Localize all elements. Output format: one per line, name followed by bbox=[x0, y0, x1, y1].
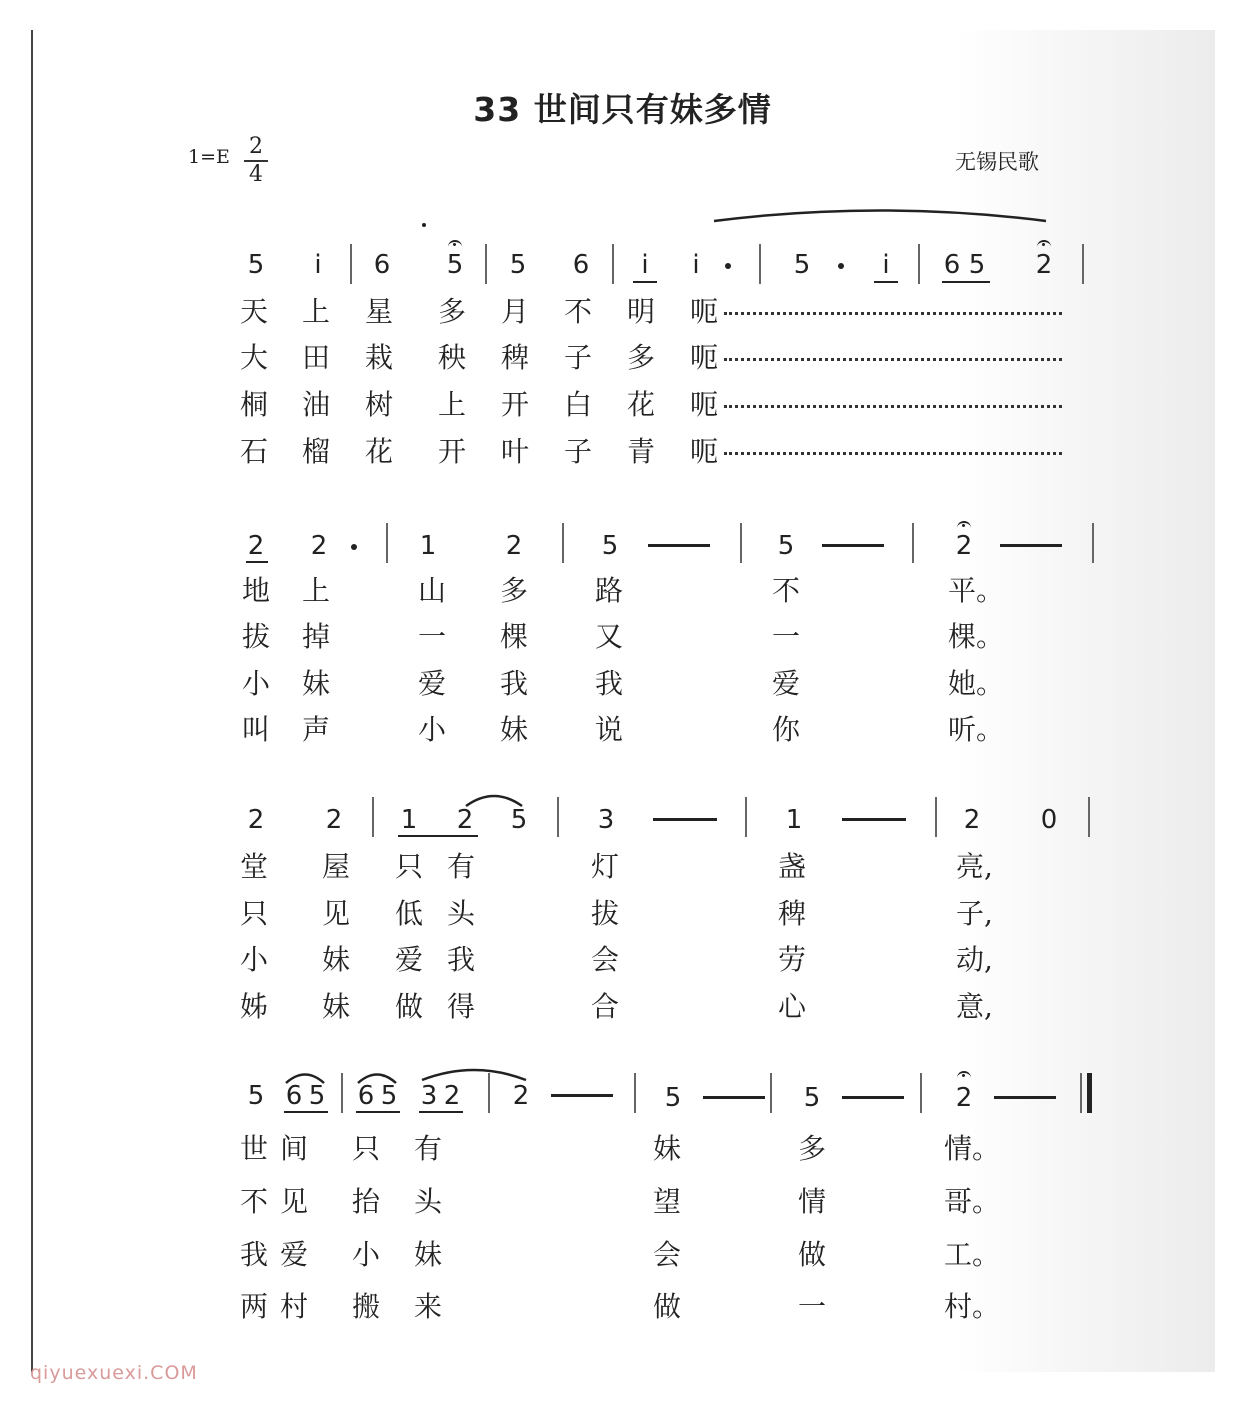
lyric: 开 bbox=[438, 435, 467, 468]
lyric: 多 bbox=[500, 574, 529, 607]
note: 2 bbox=[955, 1083, 973, 1113]
note: 1 bbox=[419, 531, 437, 561]
lyric: 情。 bbox=[944, 1132, 1001, 1165]
lyric: 呃 bbox=[690, 388, 719, 421]
lyric: 妹 bbox=[322, 990, 351, 1023]
extension-dash bbox=[703, 1096, 765, 1099]
note: 6 bbox=[357, 1081, 375, 1111]
lyric: 合 bbox=[591, 990, 620, 1023]
lyric: 叶 bbox=[501, 435, 530, 468]
lyric: 小 bbox=[242, 667, 271, 700]
note: i bbox=[641, 250, 649, 280]
lyric: 树 bbox=[365, 388, 394, 421]
lyric: 平。 bbox=[948, 574, 1005, 607]
bar-line bbox=[341, 1073, 343, 1113]
lyric: 一 bbox=[798, 1290, 827, 1323]
lyric: 上 bbox=[438, 388, 467, 421]
lyric: 低 bbox=[395, 897, 424, 930]
lyric: 掉 bbox=[302, 620, 331, 653]
lyric: 两 bbox=[240, 1290, 269, 1323]
watermark: qiyuexuexi.COM bbox=[30, 1362, 198, 1384]
lyric: 多 bbox=[798, 1132, 827, 1165]
lyric: 呃 bbox=[690, 341, 719, 374]
lyric: 妹 bbox=[500, 713, 529, 746]
lyric: 小 bbox=[240, 943, 269, 976]
lyric: 桐 bbox=[240, 388, 269, 421]
lyric: 叫 bbox=[242, 713, 271, 746]
note: 6 bbox=[572, 250, 590, 280]
lyric: 栽 bbox=[365, 341, 394, 374]
lyric: 拔 bbox=[591, 897, 620, 930]
lyric: 呃 bbox=[690, 295, 719, 328]
lyric: 哥。 bbox=[944, 1185, 1001, 1218]
note: 5 bbox=[247, 1081, 265, 1111]
lyric: 妹 bbox=[653, 1132, 682, 1165]
lyric: 爱 bbox=[772, 667, 801, 700]
lyric: 得 bbox=[447, 990, 476, 1023]
song-title: 33 世间只有妹多情 bbox=[473, 90, 772, 129]
lyric: 爱 bbox=[395, 943, 424, 976]
lyric: 子, bbox=[956, 897, 993, 930]
lyric: 青 bbox=[627, 435, 656, 468]
lyric: 爱 bbox=[418, 667, 447, 700]
lyric: 我 bbox=[447, 943, 476, 976]
lyric: 声 bbox=[302, 713, 331, 746]
note: 2 bbox=[512, 1081, 530, 1111]
note: 5 bbox=[446, 250, 464, 280]
lyric: 工。 bbox=[944, 1238, 1001, 1271]
lyric: 一 bbox=[772, 620, 801, 653]
note: 5 bbox=[308, 1081, 326, 1111]
lyric: 村。 bbox=[944, 1290, 1001, 1323]
lyric: 开 bbox=[501, 388, 530, 421]
note: i bbox=[882, 250, 890, 280]
note: 2 bbox=[325, 805, 343, 835]
lyric: 有 bbox=[447, 850, 476, 883]
lyric: 花 bbox=[365, 435, 394, 468]
underline bbox=[356, 1111, 400, 1113]
note: i bbox=[692, 250, 700, 280]
lyric: 小 bbox=[352, 1238, 381, 1271]
extension-dash bbox=[994, 1096, 1056, 1099]
lyric: 上 bbox=[302, 295, 331, 328]
lyric: 间 bbox=[280, 1132, 309, 1165]
note: 5 bbox=[510, 805, 528, 835]
lyric: 不 bbox=[772, 574, 801, 607]
lyric: 田 bbox=[302, 341, 331, 374]
note: 1 bbox=[785, 805, 803, 835]
underline bbox=[419, 1111, 463, 1113]
lyric: 棵。 bbox=[948, 620, 1005, 653]
lyric: 榴 bbox=[302, 435, 331, 468]
note: 5 bbox=[380, 1081, 398, 1111]
lyric: 我 bbox=[500, 667, 529, 700]
lyric: 来 bbox=[414, 1290, 443, 1323]
lyric: 做 bbox=[798, 1238, 827, 1271]
lyric: 听。 bbox=[948, 713, 1005, 746]
note: 2 bbox=[963, 805, 981, 835]
lyric: 月 bbox=[501, 295, 530, 328]
lyric: 会 bbox=[653, 1238, 682, 1271]
lyric: 星 bbox=[365, 295, 394, 328]
note: 5 bbox=[664, 1083, 682, 1113]
lyric: 多 bbox=[627, 341, 656, 374]
lyric: 山 bbox=[418, 574, 447, 607]
lyric: 头 bbox=[447, 897, 476, 930]
note: 3 bbox=[597, 805, 615, 835]
lyric: 爱 bbox=[280, 1238, 309, 1271]
lyric: 会 bbox=[591, 943, 620, 976]
lyric: 盏 bbox=[778, 850, 807, 883]
lyric: 村 bbox=[280, 1290, 309, 1323]
lyric: 世 bbox=[240, 1132, 269, 1165]
lyric: 做 bbox=[653, 1290, 682, 1323]
lyric: 说 bbox=[595, 713, 624, 746]
lyric: 稗 bbox=[501, 341, 530, 374]
lyric: 地 bbox=[242, 574, 271, 607]
lyric: 我 bbox=[240, 1238, 269, 1271]
note: 5 bbox=[601, 531, 619, 561]
note: 5 bbox=[968, 250, 986, 280]
note: 6 bbox=[373, 250, 391, 280]
fermata bbox=[957, 1071, 971, 1081]
lyric: 情 bbox=[798, 1185, 827, 1218]
lyric: 姊 bbox=[240, 990, 269, 1023]
note: 2 bbox=[443, 1081, 461, 1111]
lyric: 油 bbox=[302, 388, 331, 421]
attribution: 无锡民歌 bbox=[955, 150, 1039, 174]
note: 2 bbox=[247, 531, 265, 561]
lyric: 呃 bbox=[690, 435, 719, 468]
lyric: 只 bbox=[240, 897, 269, 930]
bar-line bbox=[488, 1073, 490, 1113]
note: 6 bbox=[943, 250, 961, 280]
lyric: 秧 bbox=[438, 341, 467, 374]
lyric: 多 bbox=[438, 295, 467, 328]
lyric: 大 bbox=[240, 341, 269, 374]
lyric: 路 bbox=[595, 574, 624, 607]
lyric: 不 bbox=[564, 295, 593, 328]
note: 5 bbox=[803, 1083, 821, 1113]
lyric: 动, bbox=[956, 943, 993, 976]
lyric: 亮, bbox=[956, 850, 993, 883]
note: 2 bbox=[456, 805, 474, 835]
lyric: 妹 bbox=[322, 943, 351, 976]
note: 1 bbox=[400, 805, 418, 835]
note: 2 bbox=[505, 531, 523, 561]
lyric: 只 bbox=[352, 1132, 381, 1165]
time-signature-numerator: 2 bbox=[249, 134, 263, 159]
note: 2 bbox=[955, 531, 973, 561]
final-barline-thick bbox=[1087, 1073, 1092, 1113]
note: i bbox=[314, 250, 322, 280]
lyric: 只 bbox=[395, 850, 424, 883]
note: 5 bbox=[777, 531, 795, 561]
lyric: 心 bbox=[778, 990, 807, 1023]
lyric: 搬 bbox=[352, 1290, 381, 1323]
lyric: 妹 bbox=[302, 667, 331, 700]
bar-line bbox=[634, 1073, 636, 1113]
note: 0 bbox=[1040, 805, 1058, 835]
lyric: 堂 bbox=[240, 850, 269, 883]
bar-line bbox=[920, 1073, 922, 1113]
lyric: 你 bbox=[772, 713, 801, 746]
lyric: 劳 bbox=[778, 943, 807, 976]
key-signature: 1=E bbox=[188, 146, 230, 168]
lyric: 抬 bbox=[352, 1185, 381, 1218]
lyric: 上 bbox=[302, 574, 331, 607]
lyric: 见 bbox=[280, 1185, 309, 1218]
note: 5 bbox=[247, 250, 265, 280]
lyric: 我 bbox=[595, 667, 624, 700]
lyric: 屋 bbox=[322, 850, 351, 883]
lyric: 一 bbox=[418, 620, 447, 653]
lyric: 石 bbox=[240, 435, 269, 468]
lyric: 灯 bbox=[591, 850, 620, 883]
note: 5 bbox=[793, 250, 811, 280]
lyric: 拔 bbox=[242, 620, 271, 653]
bar-line bbox=[770, 1073, 772, 1113]
lyric: 稗 bbox=[778, 897, 807, 930]
lyric: 做 bbox=[395, 990, 424, 1023]
lyric: 见 bbox=[322, 897, 351, 930]
lyric: 她。 bbox=[948, 667, 1005, 700]
lyric: 妹 bbox=[414, 1238, 443, 1271]
lyric: 望 bbox=[653, 1185, 682, 1218]
extension-dash bbox=[842, 1096, 904, 1099]
lyric: 白 bbox=[564, 388, 593, 421]
lyric: 有 bbox=[414, 1132, 443, 1165]
final-barline-thin bbox=[1080, 1073, 1082, 1113]
lyric: 子 bbox=[564, 341, 593, 374]
underline bbox=[284, 1111, 328, 1113]
extension-dash bbox=[551, 1094, 613, 1097]
lyric: 又 bbox=[595, 620, 624, 653]
lyric: 子 bbox=[564, 435, 593, 468]
lyric: 小 bbox=[418, 713, 447, 746]
note: 3 bbox=[420, 1081, 438, 1111]
note: 5 bbox=[509, 250, 527, 280]
note: 6 bbox=[285, 1081, 303, 1111]
lyric: 不 bbox=[240, 1185, 269, 1218]
note: 2 bbox=[247, 805, 265, 835]
lyric: 棵 bbox=[500, 620, 529, 653]
lyric: 天 bbox=[240, 295, 269, 328]
lyric: 明 bbox=[627, 295, 656, 328]
lyric: 花 bbox=[627, 388, 656, 421]
lyric: 意, bbox=[956, 990, 993, 1023]
note: 2 bbox=[1035, 250, 1053, 280]
time-signature-denominator: 4 bbox=[249, 162, 263, 187]
note: 2 bbox=[310, 531, 328, 561]
lyric: 头 bbox=[414, 1185, 443, 1218]
